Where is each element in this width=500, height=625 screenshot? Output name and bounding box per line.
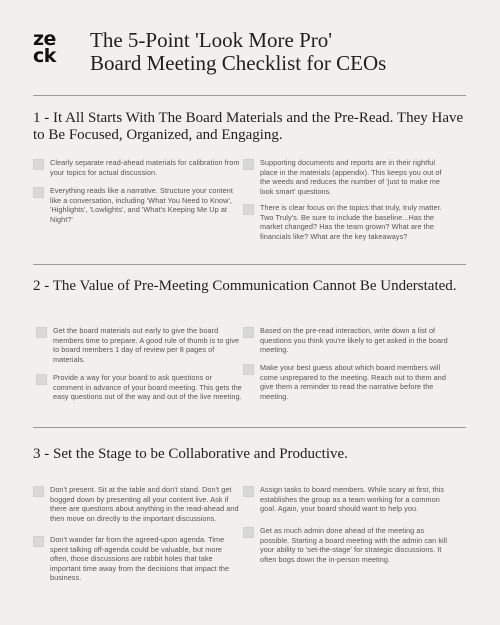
divider <box>33 95 466 96</box>
checkbox[interactable] <box>33 536 44 547</box>
checkbox[interactable] <box>33 187 44 198</box>
checkbox[interactable] <box>243 486 254 497</box>
checkbox[interactable] <box>33 486 44 497</box>
zeck-logo <box>33 28 73 71</box>
checkbox[interactable] <box>243 527 254 538</box>
checkbox[interactable] <box>243 204 254 215</box>
checklist-item-text: Clearly separate read-ahead materials for calibration from your topics for actual discussion. <box>50 158 240 177</box>
checkbox[interactable] <box>33 159 44 170</box>
checkbox[interactable] <box>243 364 254 375</box>
divider <box>33 264 466 265</box>
page-title-line1: The 5-Point 'Look More Pro' <box>90 28 333 52</box>
checklist-item-text: Assign tasks to board members. While scary at first, this establishes the group as a team working for a common goal. Again, your board should want to help you. <box>260 485 445 514</box>
checkbox[interactable] <box>243 327 254 338</box>
checkbox[interactable] <box>243 159 254 170</box>
checklist-item-text: Get as much admin done ahead of the meeting as possible. Starting a board meeting with the admin can kill your ability to 'set-the-stage' for strategic discussions. It often bogs down the in-person meeting. <box>260 526 448 564</box>
checklist-item-text: Provide a way for your board to ask questions or comment in advance of your board meeting. This gets the easy questions out of the way and out of the live meeting. <box>53 373 242 402</box>
checklist-item-text: Don't present. Sit at the table and don't stand. Don't get bogged down by presenting all your content live. Ask if there are questions about anything in the read-ahead and then move on directly to the important discussions. <box>50 485 239 523</box>
logo-line1: ze <box>33 28 56 50</box>
checklist-item-text: Supporting documents and reports are in their rightful place in the materials (appendix). This keeps you out of the weeds and reduces the number of 'just to make me look smart' questions. <box>260 158 442 196</box>
checklist-item-text: Get the board materials out early to give the board members time to prepare. A good rule of thumb is to give to board members 1 day of review per 8 pages of materials. <box>53 326 240 364</box>
section-2-title: 2 - The Value of Pre-Meeting Communication Cannot Be Understated. <box>33 278 457 294</box>
checklist-item-text: Don't wander far from the agreed-upon agenda. Time spent talking off-agenda could be valuable, but more often, those discussions are rabbit holes that take important time away from the decisions that impact the business. <box>50 535 230 583</box>
page-title-line2: Board Meeting Checklist for CEOs <box>90 51 387 75</box>
divider <box>33 427 466 428</box>
section-1-title: 1 - It All Starts With The Board Materials and the Pre-Read. They Have to Be Focused, Organized, and Engaging. <box>33 110 464 143</box>
checklist-item-text: Based on the pre-read interaction, write down a list of questions you think you're likely to get asked in the board meeting. <box>260 326 448 355</box>
page-title <box>90 29 470 75</box>
checkbox[interactable] <box>36 374 47 385</box>
checklist-item-text: Everything reads like a narrative. Structure your content like a conversation, including 'What You Need to Know', 'Highlights', 'Lowlights', and 'What's Keeping Me Up at Night?' <box>50 186 233 224</box>
logo-line2: ck <box>33 45 56 67</box>
checklist-item-text: Make your best guess about which board members will come unprepared to the meeting. Reach out to them and give them a reminder to read the narrative before the meeting. <box>260 363 446 401</box>
checklist-item-text: There is clear focus on the topics that truly, truly matter. Two Truly's. Be sure to include the baseline...Has the market changed? Has the team grown? What are the financials like? What are the key takeaways? <box>260 203 442 241</box>
section-3-title: 3 - Set the Stage to be Collaborative and Productive. <box>33 446 348 462</box>
checkbox[interactable] <box>36 327 47 338</box>
